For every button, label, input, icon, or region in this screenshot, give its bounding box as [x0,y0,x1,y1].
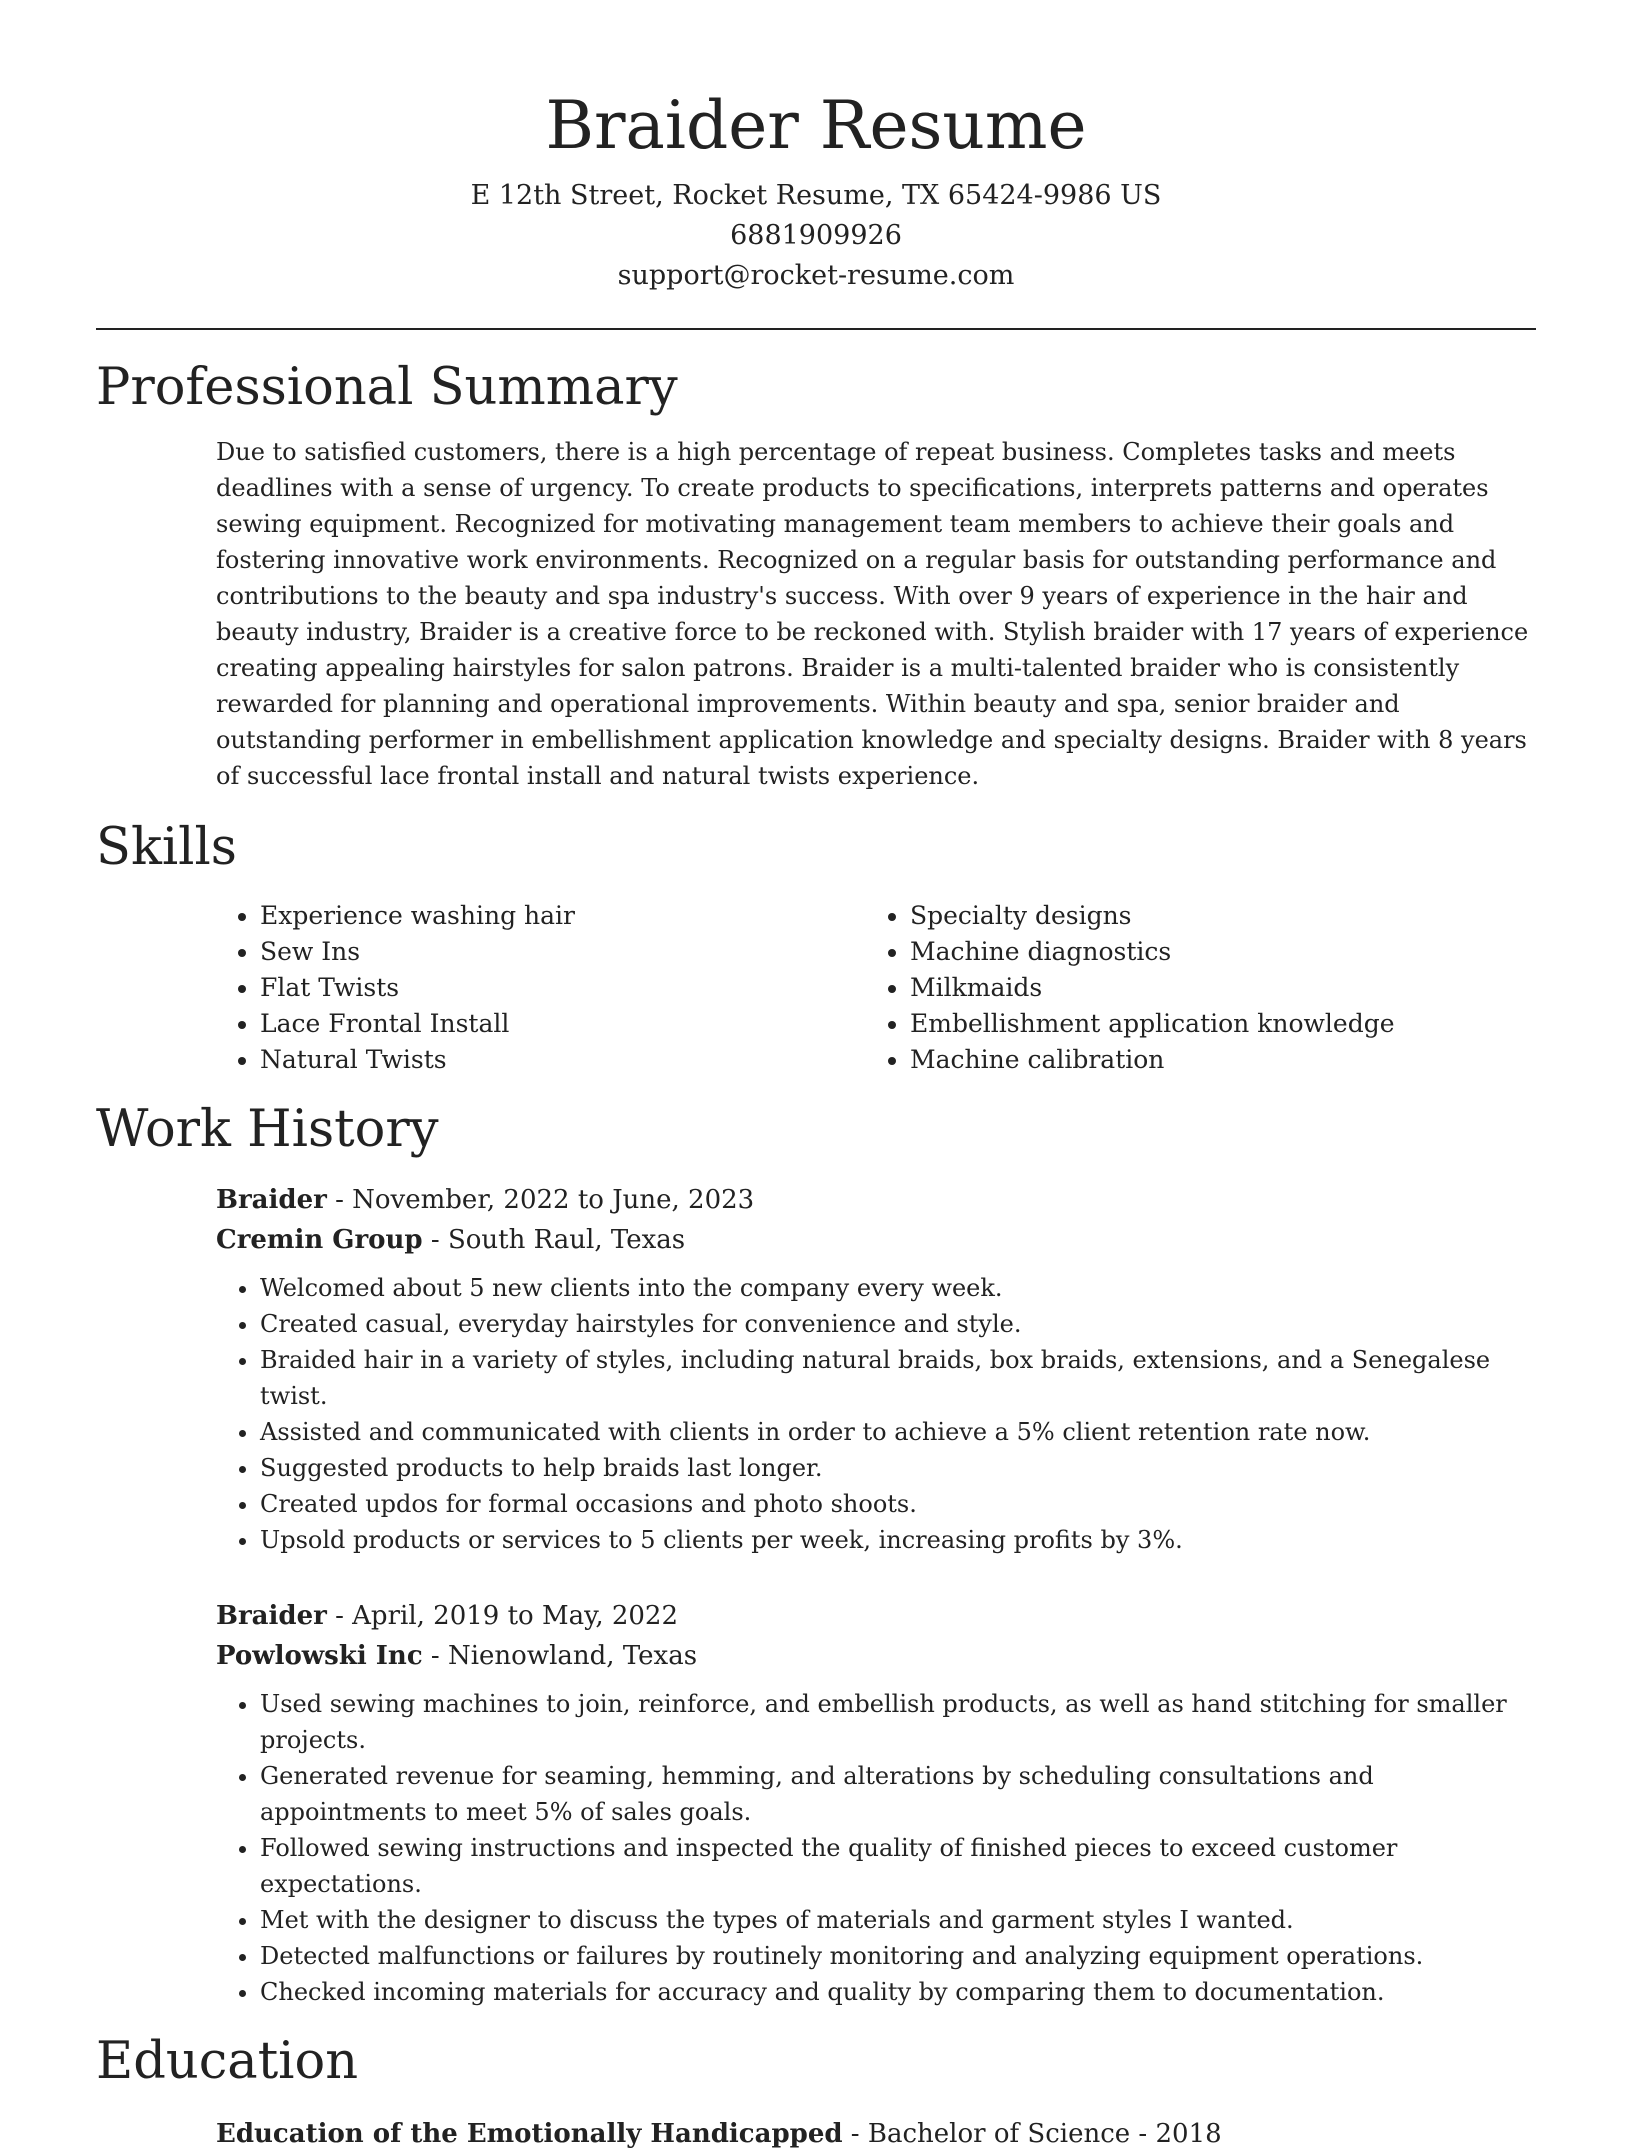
duty-item: • Upsold products or services to 5 clients per week, increasing profits by 3%. [260,1522,1536,1558]
education-entry: Education of the Emotionally Handicapped - Bachelor of Science - 2018 [216,2119,1222,2149]
duty-item: • Checked incoming materials for accuracy and quality by comparing them to documentation. [260,1974,1536,2010]
skill-item: • Experience washing hair [260,898,866,934]
skills-heading: Skills [96,818,237,877]
duty-item: • Suggested products to help braids last longer. [260,1450,1536,1486]
skill-item: • Sew Ins [260,934,866,970]
contact-email: support@rocket-resume.com [617,260,1015,291]
job-location: South Raul, Texas [447,1225,686,1255]
education-field: Education of the Emotionally Handicapped [216,2119,843,2149]
duty-item: • Assisted and communicated with clients in order to achieve a 5% client retention rate now. [260,1414,1536,1450]
skill-item: • Natural Twists [260,1042,866,1078]
job-duties [216,1686,1536,2010]
resume-title: Braider Resume [545,87,1087,164]
job-title-line: Braider - April, 2019 to May, 2022 [216,1601,679,1631]
job-company-line: Powlowski Inc - Nienowland, Texas [216,1641,698,1671]
job-title: Braider [216,1185,327,1215]
job-company: Cremin Group [216,1225,423,1255]
job-dates: November, 2022 to June, 2023 [352,1185,755,1215]
summary-section [96,358,1536,794]
duty-item: • Braided hair in a variety of styles, including natural braids, box braids, extensions, and a Senegalese twist. [260,1342,1536,1414]
skill-item: • Lace Frontal Install [260,1006,866,1042]
skill-item: • Embellishment application knowledge [910,1006,1516,1042]
skill-item: • Machine diagnostics [910,934,1516,970]
job-title: Braider [216,1601,327,1631]
job-entry [216,1180,1536,1558]
duty-item: • Generated revenue for seaming, hemming, and alterations by scheduling consultations and appointments to meet 5% of sales goals. [260,1758,1536,1830]
skill-item: • Flat Twists [260,970,866,1006]
duty-item: • Created updos for formal occasions and photo shoots. [260,1486,1536,1522]
duty-item: • Used sewing machines to join, reinforce, and embellish products, as well as hand stitching for smaller projects. [260,1686,1536,1758]
job-location: Nienowland, Texas [447,1641,698,1671]
education-heading: Education [96,2032,359,2091]
job-duties [216,1270,1536,1558]
skills-list-left [216,898,866,1078]
contact-address: E 12th Street, Rocket Resume, TX 65424-9986 US [470,180,1162,211]
job-title-line: Braider - November, 2022 to June, 2023 [216,1185,755,1215]
duty-item: • Created casual, everyday hairstyles for convenience and style. [260,1306,1536,1342]
duty-item: • Welcomed about 5 new clients into the company every week. [260,1270,1536,1306]
duty-item: • Met with the designer to discuss the types of materials and garment styles I wanted. [260,1902,1536,1938]
summary-text: Due to satisfied customers, there is a high percentage of repeat business. Completes tasks and meets deadlines with a sense of urgency. To create products to specifications, interprets patterns and operates sewing equipment. Recognized for motivating management team members to achieve their goals and fostering innovative work environments. Recognized on a regular basis for outstanding performance and contributions to the beauty and spa industry's success. With over 9 years of experience in the hair and beauty industry, Braider is a creative force to be reckoned with. Stylish braider with 17 years of experience creating appealing hairstyles for salon patrons. Braider is a multi-talented braider who is consistently rewarded for planning and operational improvements. Within beauty and spa, senior braider and outstanding performer in embellishment application knowledge and specialty designs. Braider with 8 years of successful lace frontal install and natural twists experience. [216,438,1529,790]
contact-block [96,176,1536,296]
job-entry [216,1596,1536,2010]
skill-item: • Milkmaids [910,970,1516,1006]
work-history-heading: Work History [96,1100,439,1159]
duty-item: • Followed sewing instructions and inspected the quality of finished pieces to exceed customer expectations. [260,1830,1536,1902]
skills-section [96,818,1536,1078]
education-section [96,2032,1536,2154]
skill-item: • Specialty designs [910,898,1516,934]
resume-header [96,86,1536,296]
job-company-line: Cremin Group - South Raul, Texas [216,1225,686,1255]
duty-item: • Detected malfunctions or failures by routinely monitoring and analyzing equipment operations. [260,1938,1536,1974]
job-company: Powlowski Inc [216,1641,423,1671]
job-dates: April, 2019 to May, 2022 [352,1601,679,1631]
header-divider [96,328,1536,330]
skill-item: • Machine calibration [910,1042,1516,1078]
summary-heading: Professional Summary [96,358,678,417]
skills-list-right [866,898,1516,1078]
work-history-section [96,1100,1536,2010]
resume-page [96,0,1536,2154]
contact-phone: 6881909926 [730,220,902,251]
education-year: 2018 [1155,2119,1222,2149]
skills-grid [216,898,1536,1078]
education-degree: Bachelor of Science [867,2119,1131,2149]
